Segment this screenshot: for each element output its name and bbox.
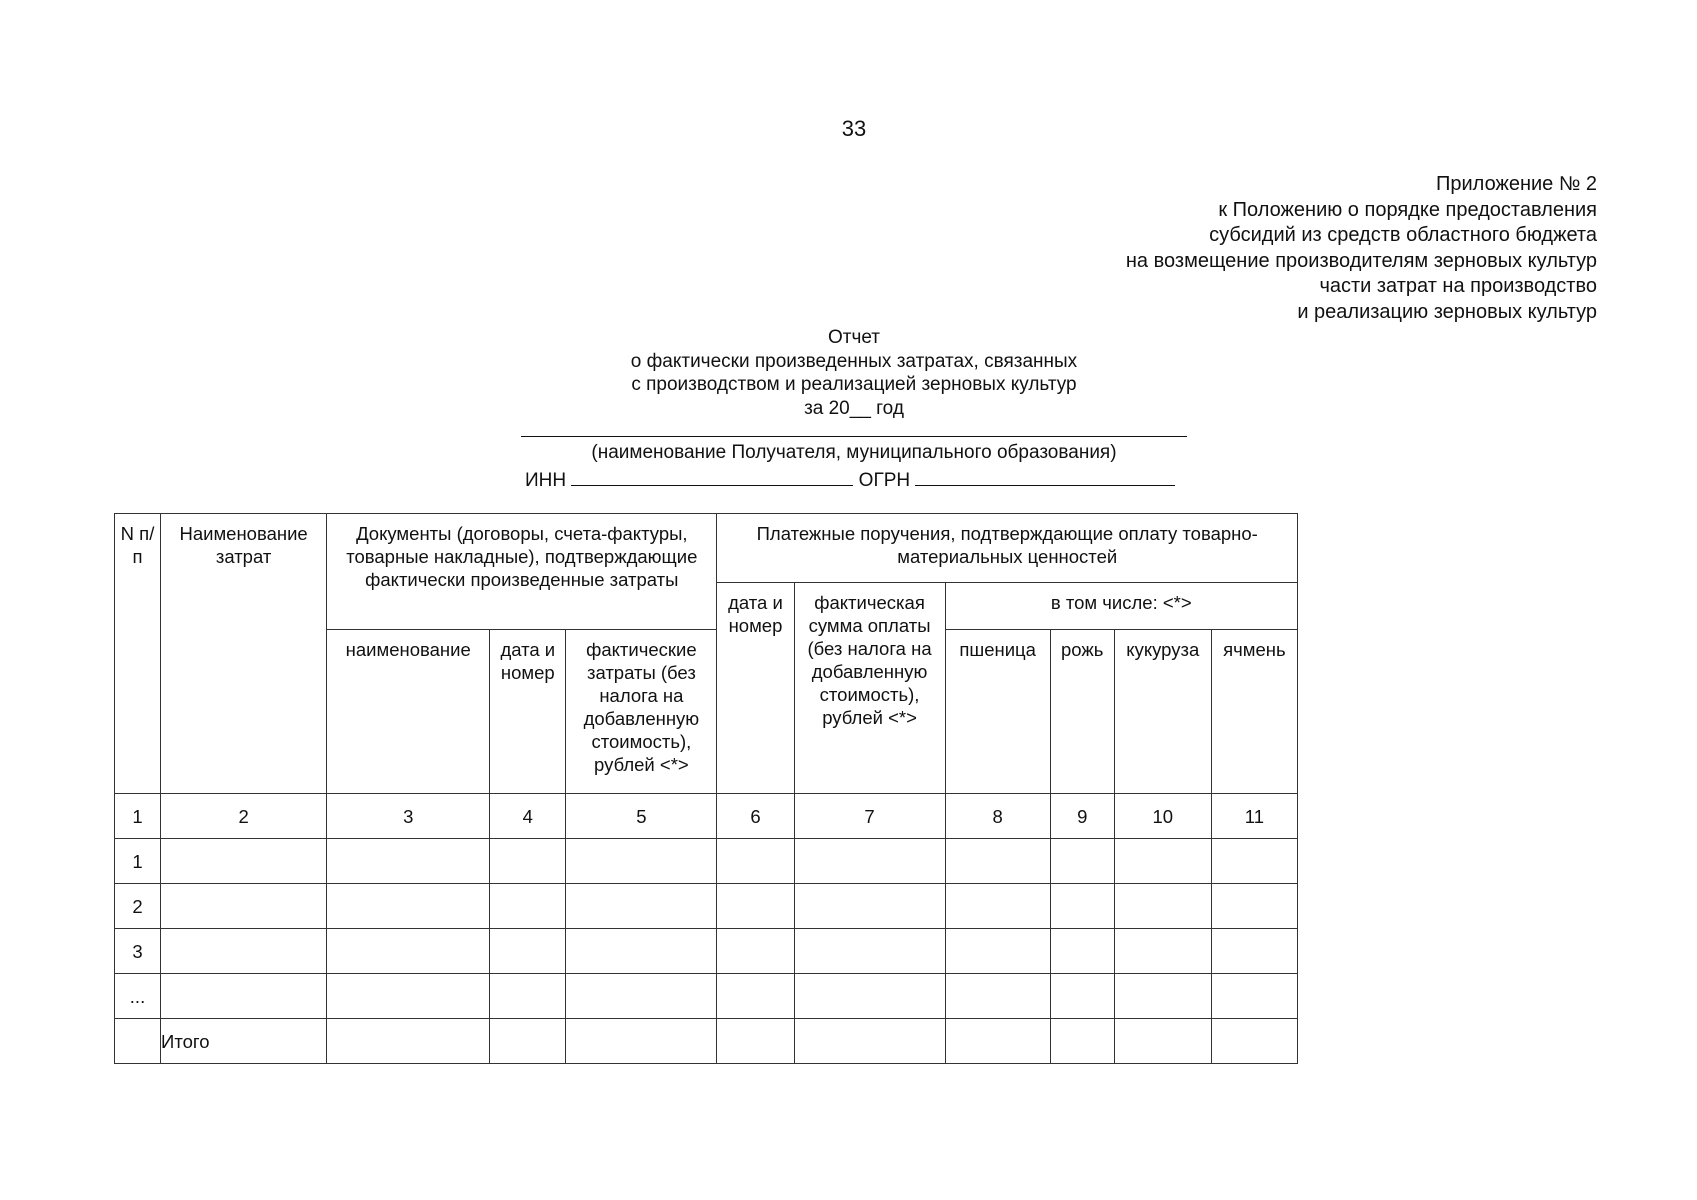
column-number: 9	[1050, 794, 1114, 839]
appendix-line: на возмещение производителям зерновых культур	[1125, 249, 1597, 272]
header-cost-name: Наименование затрат	[161, 514, 327, 794]
table-cell[interactable]	[1211, 1019, 1297, 1064]
table-cell[interactable]	[1211, 884, 1297, 929]
ids-row	[525, 467, 1175, 492]
table-cell[interactable]	[490, 839, 566, 884]
appendix-line: Приложение № 2	[1436, 173, 1597, 195]
column-number-row	[115, 794, 1298, 839]
header-barley: ячмень	[1211, 630, 1297, 794]
row-number: ...	[115, 974, 161, 1019]
appendix-header	[1126, 172, 1597, 325]
table-cell[interactable]	[1114, 974, 1211, 1019]
inn-field[interactable]	[571, 467, 853, 486]
header-corn: кукуруза	[1114, 630, 1211, 794]
row-cost-name[interactable]	[161, 884, 327, 929]
header-doc-name: наименование	[327, 630, 490, 794]
table-cell[interactable]	[794, 974, 945, 1019]
table-cell[interactable]	[327, 839, 490, 884]
table-cell[interactable]	[1114, 1019, 1211, 1064]
table-cell[interactable]	[566, 929, 717, 974]
table-cell[interactable]	[1050, 884, 1114, 929]
cost-report-table	[114, 513, 1298, 1064]
table-cell[interactable]	[794, 1019, 945, 1064]
table-cell[interactable]	[717, 1019, 794, 1064]
column-number: 7	[794, 794, 945, 839]
table-cell[interactable]	[1050, 974, 1114, 1019]
table-cell[interactable]	[1211, 974, 1297, 1019]
table-cell[interactable]	[717, 929, 794, 974]
table-cell[interactable]	[717, 884, 794, 929]
report-title-line: с производством и реализацией зерновых культур	[631, 374, 1077, 395]
table-cell[interactable]	[490, 884, 566, 929]
table-cell[interactable]	[566, 839, 717, 884]
header-rye: рожь	[1050, 630, 1114, 794]
row-cost-name[interactable]	[161, 974, 327, 1019]
table-cell[interactable]	[566, 974, 717, 1019]
column-number: 2	[161, 794, 327, 839]
table-cell[interactable]	[1050, 1019, 1114, 1064]
row-number	[115, 1019, 161, 1064]
table-cell[interactable]	[1050, 929, 1114, 974]
table-cell[interactable]	[945, 974, 1050, 1019]
column-number: 1	[115, 794, 161, 839]
report-title-line: о фактически произведенных затратах, связанных	[630, 350, 1078, 372]
column-number: 4	[490, 794, 566, 839]
recipient-blank-line[interactable]	[521, 436, 1187, 437]
column-number: 11	[1211, 794, 1297, 839]
table-cell[interactable]	[1114, 929, 1211, 974]
header-pay-actual: фактическая сумма оплаты (без налога на добавленную стоимость), рублей <*>	[794, 583, 945, 794]
total-row	[115, 1019, 1298, 1064]
table-cell[interactable]	[327, 1019, 490, 1064]
header-wheat: пшеница	[945, 630, 1050, 794]
table-cell[interactable]	[1050, 839, 1114, 884]
page-number: 33	[841, 116, 867, 141]
table-cell[interactable]	[945, 1019, 1050, 1064]
row-number: 2	[115, 884, 161, 929]
recipient-caption: (наименование Получателя, муниципального образования)	[591, 442, 1117, 463]
table-cell[interactable]	[945, 884, 1050, 929]
table-cell[interactable]	[1211, 839, 1297, 884]
header-doc-date: дата и номер	[490, 630, 566, 794]
table-cell[interactable]	[945, 839, 1050, 884]
inn-label: ИНН	[525, 470, 567, 491]
table-cell[interactable]	[945, 929, 1050, 974]
ogrn-label: ОГРН	[858, 470, 911, 491]
table-cell[interactable]	[1211, 929, 1297, 974]
header-payments: Платежные поручения, подтверждающие оплату товарно-материальных ценностей	[717, 514, 1298, 583]
table-cell[interactable]	[1114, 884, 1211, 929]
table-cell[interactable]	[327, 929, 490, 974]
table-cell[interactable]	[1114, 839, 1211, 884]
column-number: 10	[1114, 794, 1211, 839]
table-cell[interactable]	[794, 929, 945, 974]
appendix-line: и реализацию зерновых культур	[1297, 300, 1597, 323]
table-cell[interactable]	[566, 884, 717, 929]
appendix-line: субсидий из средств областного бюджета	[1209, 224, 1597, 246]
report-title-line: Отчет	[827, 327, 881, 348]
table-cell[interactable]	[327, 884, 490, 929]
table-cell[interactable]	[717, 974, 794, 1019]
column-number: 8	[945, 794, 1050, 839]
table-row	[115, 884, 1298, 929]
header-doc-actual: фактические затраты (без налога на добавленную стоимость), рублей <*>	[566, 630, 717, 794]
table-cell[interactable]	[490, 974, 566, 1019]
row-number: 1	[115, 839, 161, 884]
total-label: Итого	[161, 1019, 327, 1064]
appendix-line: части затрат на производство	[1319, 275, 1597, 297]
table-cell[interactable]	[794, 884, 945, 929]
column-number: 6	[717, 794, 794, 839]
table-row	[115, 929, 1298, 974]
table-cell[interactable]	[327, 974, 490, 1019]
table-cell[interactable]	[490, 1019, 566, 1064]
header-pay-date: дата и номер	[717, 583, 794, 794]
report-title-line: за 20__ год	[804, 397, 904, 419]
row-number: 3	[115, 929, 161, 974]
table-cell[interactable]	[717, 839, 794, 884]
table-cell[interactable]	[794, 839, 945, 884]
row-cost-name[interactable]	[161, 839, 327, 884]
ogrn-field[interactable]	[915, 467, 1175, 486]
header-documents: Документы (договоры, счета-фактуры, товарные накладные), подтверждающие фактически произведенные затраты	[327, 514, 717, 630]
appendix-line: к Положению о порядке предоставления	[1218, 198, 1597, 221]
report-title	[0, 326, 1697, 420]
table-row	[115, 839, 1298, 884]
column-number: 5	[566, 794, 717, 839]
table-cell[interactable]	[566, 1019, 717, 1064]
table-cell[interactable]	[490, 929, 566, 974]
header-num: N п/п	[115, 514, 161, 794]
header-including: в том числе: <*>	[945, 583, 1297, 630]
row-cost-name[interactable]	[161, 929, 327, 974]
table-row	[115, 974, 1298, 1019]
column-number: 3	[327, 794, 490, 839]
